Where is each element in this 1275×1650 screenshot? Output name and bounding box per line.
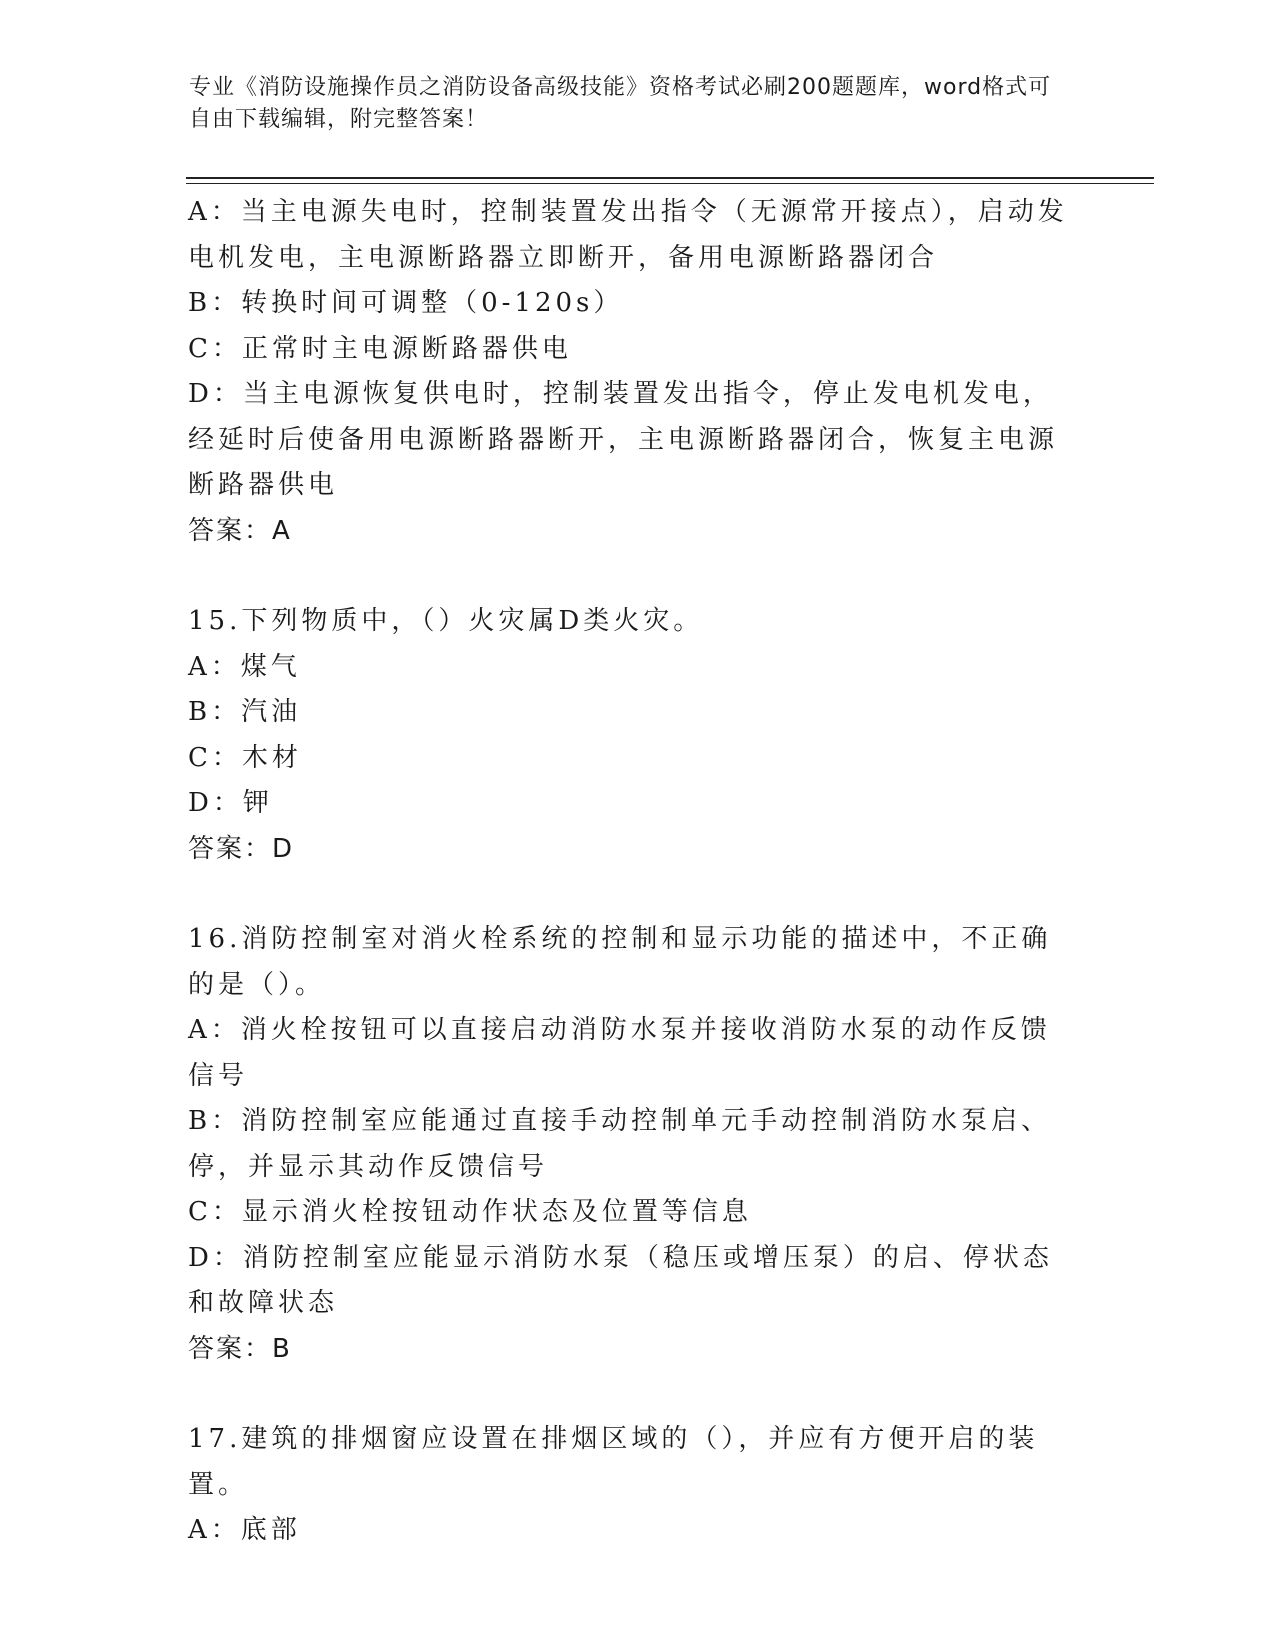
answer: 答案：D [188,833,295,864]
question-text: 17.建筑的排烟窗应设置在排烟区域的（），并应有方便开启的装置。 [188,1424,1039,1500]
answer: 答案：A [188,515,292,546]
question-15 [188,599,1078,872]
option-c: C：显示消火栓按钮动作状态及位置等信息 [188,1197,752,1227]
document-header: 专业《消防设施操作员之消防设备高级技能》资格考试必刷200题题库，word格式可自由下载编辑，附完整答案！ [189,75,1052,132]
option-a: A：当主电源失电时，控制装置发出指令（无源常开接点），启动发电机发电，主电源断路器立即断开，备用电源断路器闭合 [188,197,1068,273]
question-14 [188,190,1078,554]
option-d: D：钾 [188,788,273,818]
answer: 答案：B [188,1333,292,1364]
option-c: C：正常时主电源断路器供电 [188,333,572,364]
spacer [188,554,1078,599]
option-b: B：消防控制室应能通过直接手动控制单元手动控制消防水泵启、停，并显示其动作反馈信号 [188,1106,1052,1182]
option-b: B：转换时间可调整（0-120s） [188,288,624,318]
option-c: C：木材 [188,742,302,773]
option-d: D：消防控制室应能显示消防水泵（稳压或增压泵）的启、停状态和故障状态 [188,1242,1053,1318]
question-list [188,190,1078,1554]
question-text: 16.消防控制室对消火栓系统的控制和显示功能的描述中，不正确的是（）。 [188,924,1052,1000]
option-d: D：当主电源恢复供电时，控制装置发出指令，停止发电机发电，经延时后使备用电源断路器断开，主电源断路器闭合，恢复主电源断路器供电 [188,379,1059,500]
spacer [188,872,1078,917]
question-17 [188,1417,1078,1554]
option-a: A：煤气 [188,651,301,682]
question-16 [188,917,1078,1372]
option-a: A：底部 [188,1515,301,1545]
option-b: B：汽油 [188,697,302,727]
header-divider-thin [186,183,1154,184]
header-divider-thick [186,177,1154,179]
question-text: 15.下列物质中，（）火灾属D类火灾。 [188,606,704,636]
spacer [188,1372,1078,1417]
option-a: A：消火栓按钮可以直接启动消防水泵并接收消防水泵的动作反馈信号 [188,1015,1051,1091]
